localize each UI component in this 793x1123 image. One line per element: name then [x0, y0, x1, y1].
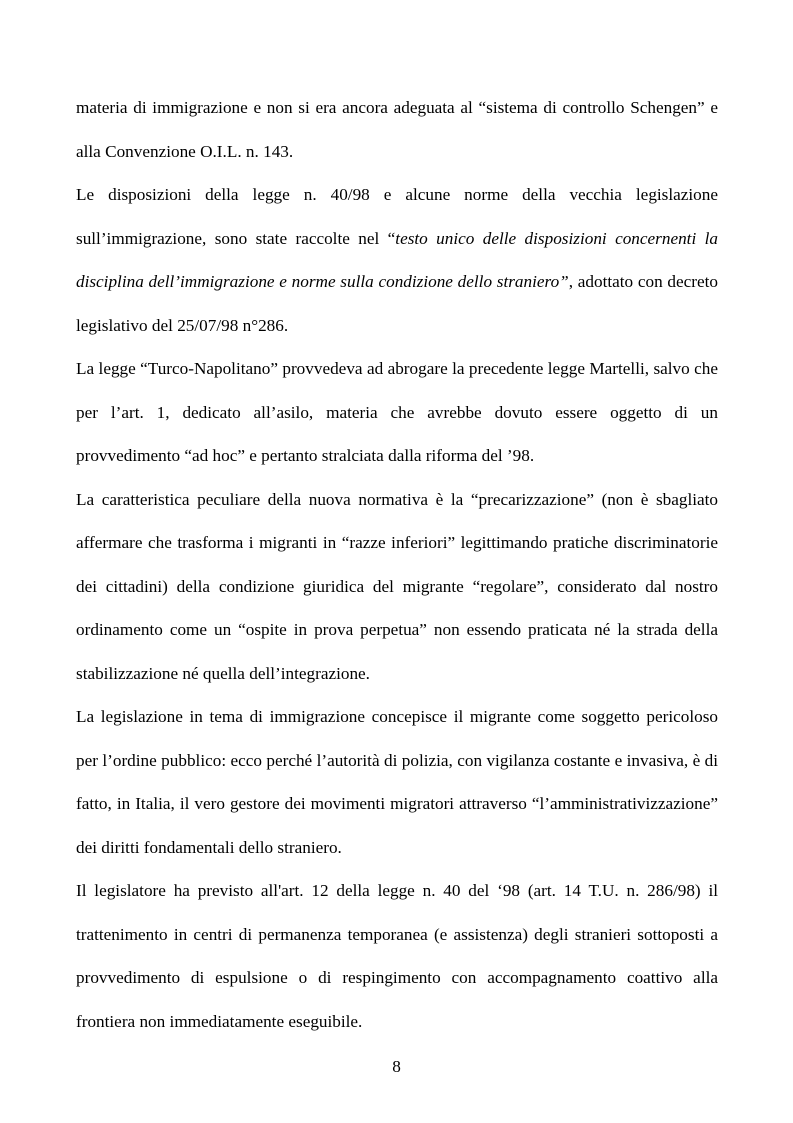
text-segment: Il legislatore ha previsto all'art. 12 della legge n. 40 del ‘98 (art. 14 T.U. n. 286/98) il trattenimento in centri di permanenza temporanea (e assistenza) degli stranieri sottoposti a provvedimento di espulsione o di respingimento con accompagnamento coattivo alla frontiera non immediatamente eseguibile. — [76, 881, 718, 1031]
text-segment: materia di immigrazione e non si era ancora adeguata al “sistema di controllo Schengen” e alla Convenzione O.I.L. n. 143. — [76, 98, 718, 161]
text-segment: Le disposizioni della legge n. 40/98 e alcune norme della vecchia legislazione sull’immigrazione, sono state raccolte nel “ — [76, 185, 718, 248]
paragraph — [76, 173, 718, 347]
italic-title: testo unico delle disposizioni concernenti la disciplina dell’immigrazione e norme sulla condizione dello straniero” — [76, 228, 718, 291]
paragraph — [76, 86, 718, 173]
paragraph — [76, 695, 718, 869]
paragraph — [76, 478, 718, 696]
text-segment: La legge “Turco-Napolitano” provvedeva ad abrogare la precedente legge Martelli, salvo che per l’art. 1, dedicato all’asilo, materia che avrebbe dovuto essere oggetto di un provvedimento “ad hoc” e pertanto stralciata dalla riforma del ’98. — [76, 359, 718, 465]
page-number: 8 — [392, 1057, 401, 1076]
text-segment: La caratteristica peculiare della nuova normativa è la “precarizzazione” (non è sbagliato affermare che trasforma i migranti in “razze inferiori” legittimando pratiche discriminatorie dei cittadini) della condizione giuridica del migrante “regolare”, considerato dal nostro ordinamento come un “ospite in prova perpetua” non essendo praticata né la strada della stabilizzazione né quella dell’integrazione. — [76, 489, 718, 683]
text-segment: La legislazione in tema di immigrazione concepisce il migrante come soggetto pericoloso per l’ordine pubblico: ecco perché l’autorità di polizia, con vigilanza costante e invasiva, è di fatto, in Italia, il vero gestore dei movimenti migratori attraverso “l’amministrativizzazione” dei diritti fondamentali dello straniero. — [76, 707, 718, 857]
body-text — [76, 86, 718, 1043]
paragraph — [76, 347, 718, 478]
paragraph — [76, 869, 718, 1043]
text-segment: , adottato con decreto legislativo del 25/07/98 n°286. — [76, 272, 718, 335]
